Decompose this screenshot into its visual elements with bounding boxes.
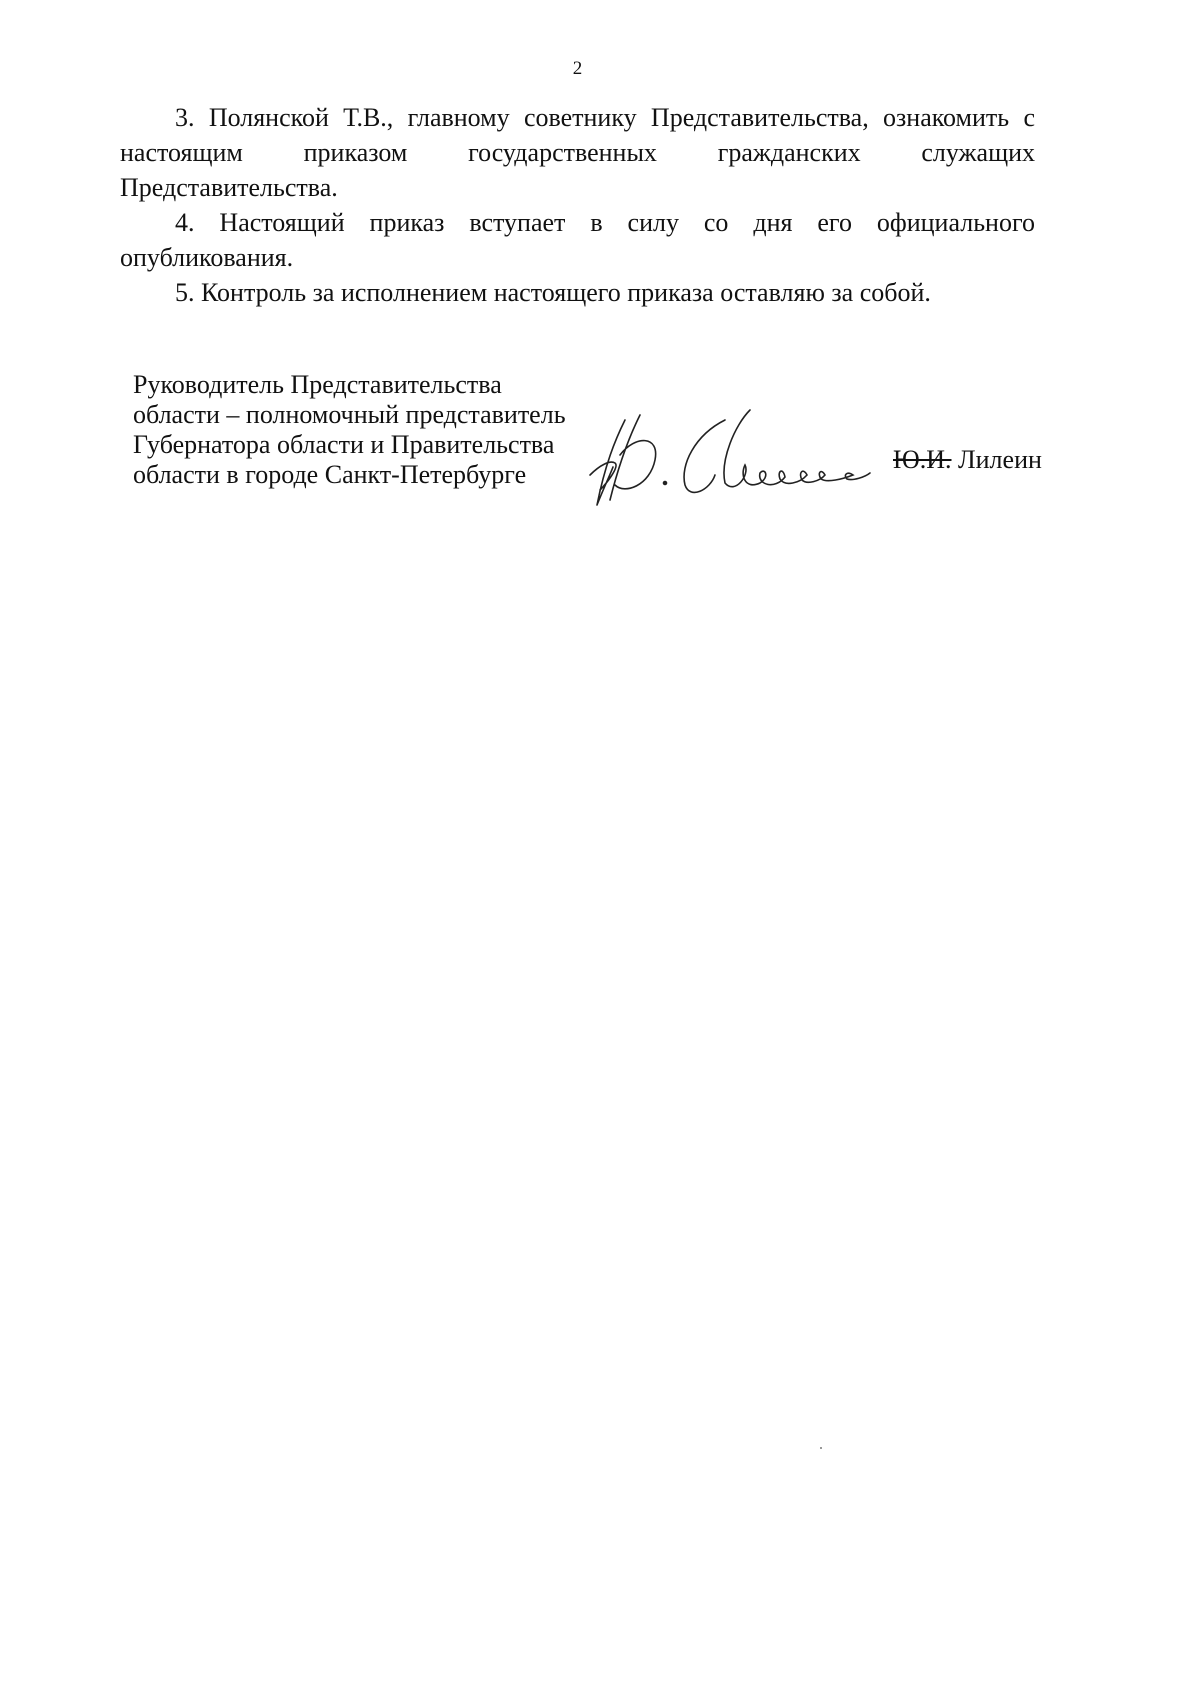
signatory-position — [133, 370, 566, 490]
paragraph-4: 4. Настоящий приказ вступает в силу со дня его официального опубликования. — [120, 208, 1035, 272]
handwritten-signature — [585, 405, 875, 515]
position-line: области в городе Санкт-Петербурге — [133, 460, 527, 489]
signer-name — [893, 445, 1042, 475]
paragraph-3: 3. Полянской Т.В., главному советнику Представительства, ознакомить с настоящим приказом государственных гражданских служащих Представительства. — [120, 103, 1035, 202]
scan-speck — [820, 1447, 822, 1449]
signer-initials: Ю.И. — [893, 445, 952, 474]
signer-surname: Лилеин — [958, 445, 1042, 474]
position-line: области – полномочный представитель — [133, 400, 566, 429]
position-line: Руководитель Представительства — [133, 370, 502, 399]
position-line: Губернатора области и Правительства — [133, 430, 555, 459]
page-number: 2 — [572, 58, 583, 79]
paragraph-5: 5. Контроль за исполнением настоящего приказа оставляю за собой. — [175, 278, 931, 307]
order-body — [120, 100, 1035, 310]
